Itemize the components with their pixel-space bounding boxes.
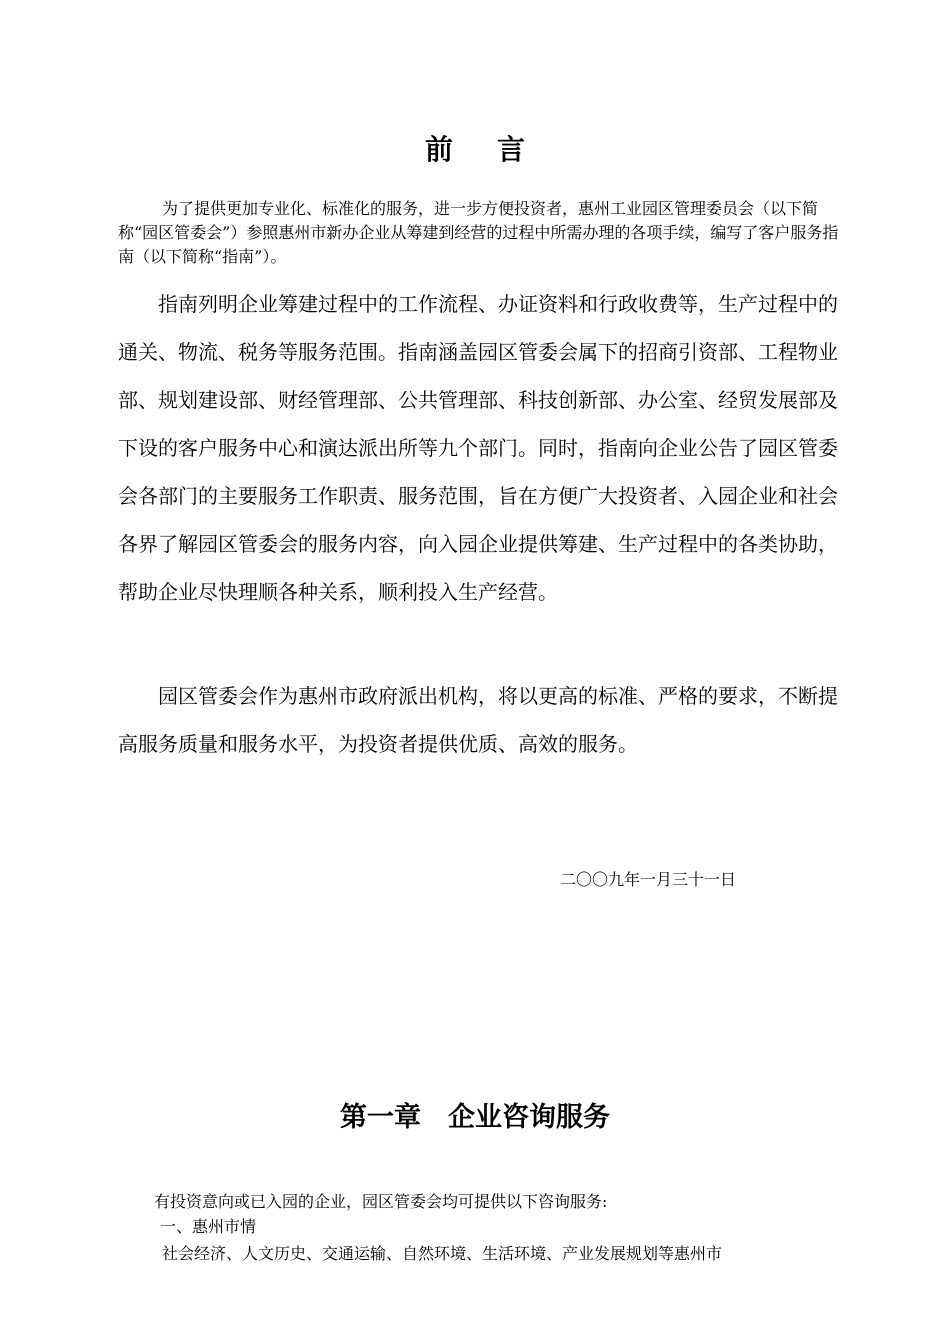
chapter-title: 第一章 企业咨询服务 xyxy=(340,1102,610,1133)
preface-paragraph-scope: 指南列明企业筹建过程中的工作流程、办证资料和行政收费等，生产过程中的通关、物流、税务等服务范围。指南涵盖园区管委会属下的招商引资部、工程物业部、规划建设部、财经管理部、公共管理部、科技创新部、办公室、经贸发展部及下设的客户服务中心和演达派出所等九个部门。同时，指南向企业公告了园区管委会各部门的主要服务工作职责、服务范围，旨在方便广大投资者、入园企业和社会各界了解园区管委会的服务内容，向入园企业提供筹建、生产过程中的各类协助，帮助企业尽快理顺各种关系，顺利投入生产经营。 xyxy=(118,292,838,604)
preface-paragraph-commitment: 园区管委会作为惠州市政府派出机构，将以更高的标准、严格的要求，不断提高服务质量和服务水平，为投资者提供优质、高效的服务。 xyxy=(118,684,838,756)
preface-date: 二〇〇九年一月三十一日 xyxy=(560,870,737,889)
preface-title: 前言 xyxy=(424,133,569,166)
section-heading-city-info: 一、惠州市情 xyxy=(160,1217,257,1236)
preface-intro-paragraph: 为了提供更加专业化、标准化的服务，进一步方便投资者，惠州工业园区管理委员会（以下简称“园区管委会”）参照惠州市新办企业从筹建到经营的过程中所需办理的各项手续，编写了客户服务指南（以下简称“指南”）。 xyxy=(118,199,839,266)
chapter-intro: 有投资意向或已入园的企业，园区管委会均可提供以下咨询服务: xyxy=(154,1192,608,1211)
section-text-city-info: 社会经济、人文历史、交通运输、自然环境、生活环境、产业发展规划等惠州市 xyxy=(162,1244,723,1263)
